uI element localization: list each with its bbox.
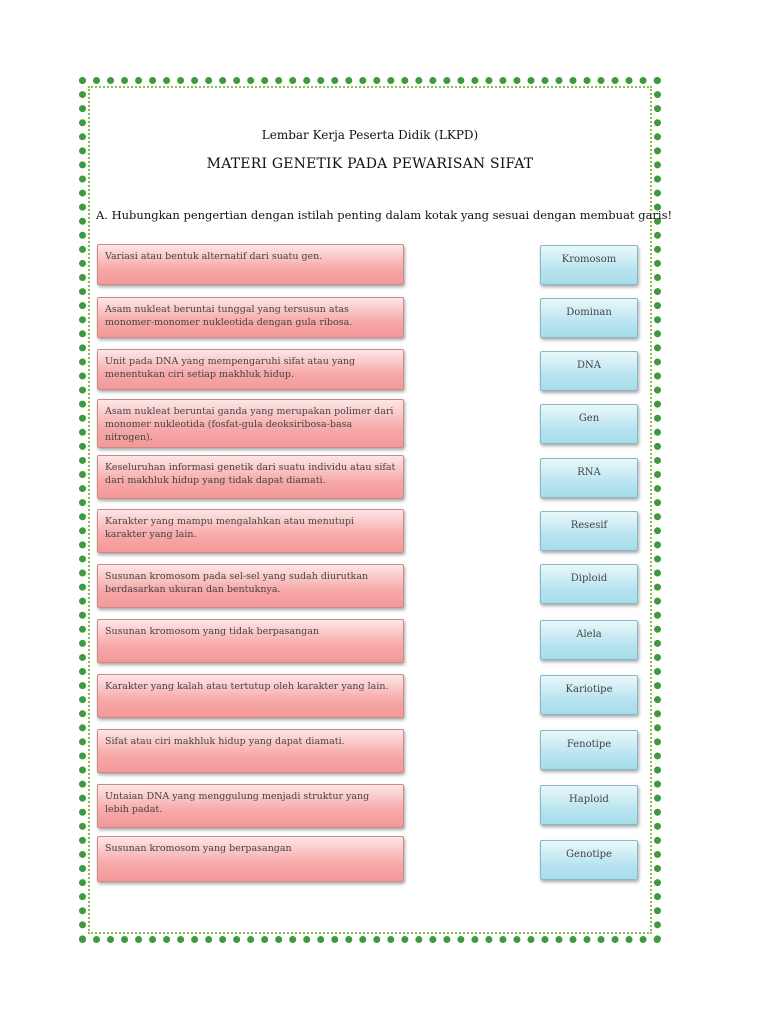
definition-box-11[interactable]: Untaian DNA yang menggulung menjadi struktur yang lebih padat. [97, 784, 404, 828]
term-box-diploid[interactable]: Diploid [540, 564, 638, 604]
definition-box-4[interactable]: Asam nukleat beruntai ganda yang merupakan polimer dari monomer nukleotida (fosfat-gula deoksiribosa-basa nitrogen). [97, 399, 404, 448]
definition-box-9[interactable]: Karakter yang kalah atau tertutup oleh karakter yang lain. [97, 674, 404, 718]
term-box-dna[interactable]: DNA [540, 351, 638, 391]
definition-box-5[interactable]: Keseluruhan informasi genetik dari suatu individu atau sifat dari makhluk hidup yang tidak dapat diamati. [97, 455, 404, 499]
term-box-haploid[interactable]: Haploid [540, 785, 638, 825]
term-box-dominan[interactable]: Dominan [540, 298, 638, 338]
term-box-fenotipe[interactable]: Fenotipe [540, 730, 638, 770]
worksheet [92, 90, 673, 930]
term-box-genotipe[interactable]: Genotipe [540, 840, 638, 880]
term-box-rna[interactable]: RNA [540, 458, 638, 498]
definition-box-1[interactable]: Variasi atau bentuk alternatif dari suatu gen. [97, 244, 404, 285]
definition-box-7[interactable]: Susunan kromosom pada sel-sel yang sudah diurutkan berdasarkan ukuran dan bentuknya. [97, 564, 404, 608]
definition-box-12[interactable]: Susunan kromosom yang berpasangan [97, 836, 404, 882]
term-box-resesif[interactable]: Resesif [540, 511, 638, 551]
definition-box-3[interactable]: Unit pada DNA yang mempengaruhi sifat atau yang menentukan ciri setiap makhluk hidup. [97, 349, 404, 390]
term-box-alela[interactable]: Alela [540, 620, 638, 660]
term-box-kromosom[interactable]: Kromosom [540, 245, 638, 285]
definition-box-10[interactable]: Sifat atau ciri makhluk hidup yang dapat diamati. [97, 729, 404, 773]
instruction-text: A. Hubungkan pengertian dengan istilah penting dalam kotak yang sesuai dengan membuat garis! [96, 208, 673, 222]
definition-box-6[interactable]: Karakter yang mampu mengalahkan atau menutupi karakter yang lain. [97, 509, 404, 553]
definition-box-8[interactable]: Susunan kromosom yang tidak berpasangan [97, 619, 404, 663]
term-box-kariotipe[interactable]: Kariotipe [540, 675, 638, 715]
worksheet-title: MATERI GENETIK PADA PEWARISAN SIFAT [206, 156, 534, 172]
definition-box-2[interactable]: Asam nukleat beruntai tunggal yang tersusun atas monomer-monomer nukleotida dengan gula ribosa. [97, 297, 404, 338]
worksheet-subtitle: Lembar Kerja Peserta Didik (LKPD) [261, 128, 479, 142]
term-box-gen[interactable]: Gen [540, 404, 638, 444]
